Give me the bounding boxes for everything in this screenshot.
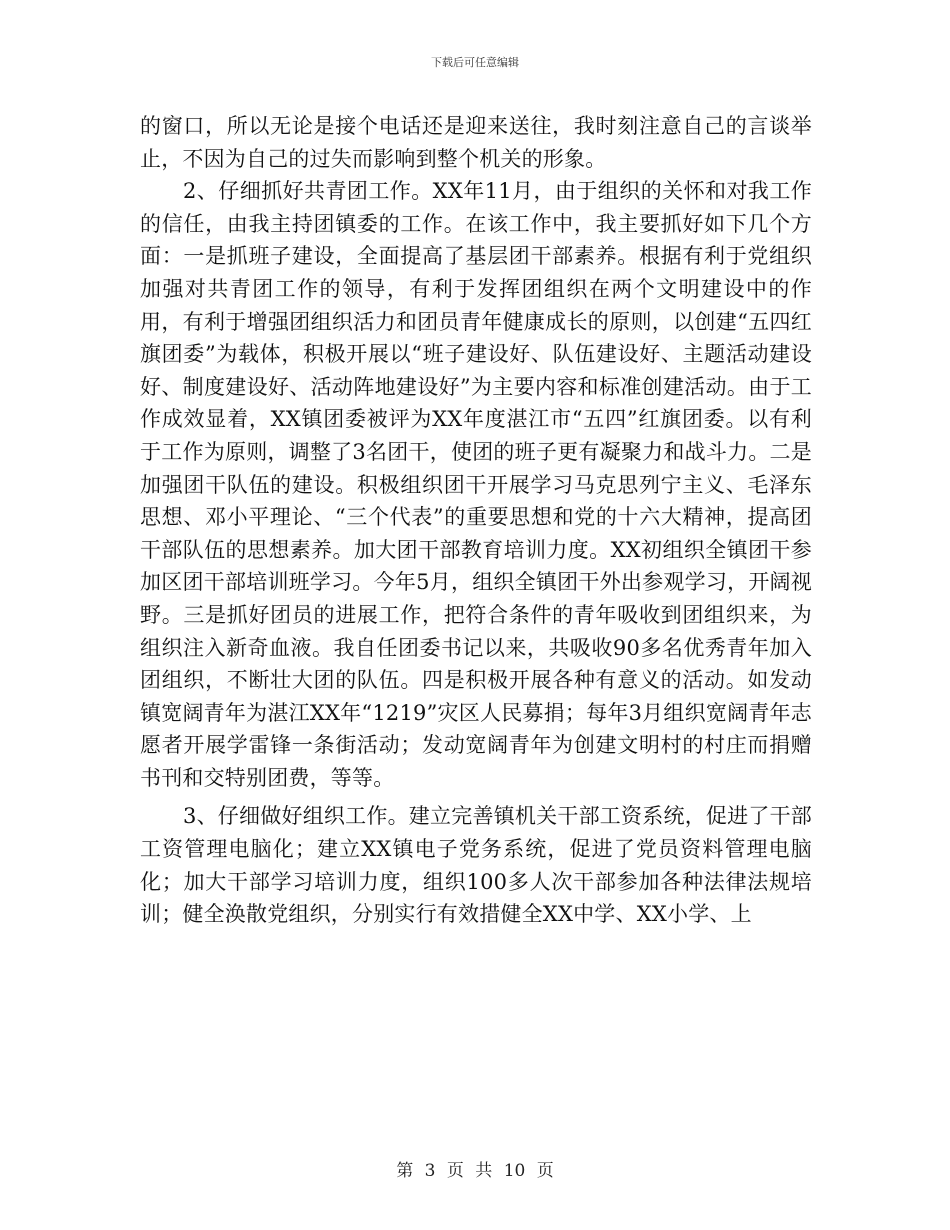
footer-page-number: 3 [424,1161,436,1181]
footer-total-pages: 10 [503,1161,526,1181]
document-body [140,110,812,931]
paragraph-organization-work: 3、仔细做好组织工作。建立完善镇机关干部工资系统，促进了干部工资管理电脑化；建立XX镇电子党务系统，促进了党员资料管理电脑化；加大干部学习培训力度，组织100多人次干部参加各种法律法规培训；健全涣散党组织，分别实行有效措健全XX中学、XX小学、上 [140,804,812,927]
paragraph-continuation: 的窗口，所以无论是接个电话还是迎来送往，我时刻注意自己的言谈举止，不因为自己的过失而影响到整个机关的形象。 [140,114,812,171]
page-header: 下载后可任意编辑 [431,56,519,69]
footer-prefix: 第 [396,1161,414,1181]
footer-page-word: 页 [446,1161,464,1181]
footer-suffix: 页 [536,1161,554,1181]
footer-total-word: 共 [475,1161,493,1181]
paragraph-youth-league-work: 2、仔细抓好共青团工作。XX年11月，由于组织的关怀和对我工作的信任，由我主持团镇委的工作。在该工作中，我主要抓好如下几个方面：一是抓班子建设，全面提高了基层团干部素养。根据有利于党组织加强对共青团工作的领导，有利于发挥团组织在两个文明建设中的作用，有利于增强团组织活力和团员青年健康成长的原则，以创建“五四红旗团委”为载体，积极开展以“班子建设好、队伍建设好、主题活动建设好、制度建设好、活动阵地建设好”为主要内容和标准创建活动。由于工作成效显着，XX镇团委被评为XX年度湛江市“五四”红旗团委。以有利于工作为原则，调整了3名团干，使团的班子更有凝聚力和战斗力。二是加强团干队伍的建设。积极组织团干开展学习马克思列宁主义、毛泽东思想、邓小平理论、“三个代表”的重要思想和党的十六大精神，提高团干部队伍的思想素养。加大团干部教育培训力度。XX初组织全镇团干参加区团干部培训班学习。今年5月，组织全镇团干外出参观学习，开阔视野。三是抓好团员的进展工作，把符合条件的青年吸收到团组织来，为组织注入新奇血液。我自任团委书记以来，共吸收90多名优秀青年加入团组织，不断壮大团的队伍。四是积极开展各种有意义的活动。如发动镇宽阔青年为湛江XX年“1219”灾区人民募捐；每年3月组织宽阔青年志愿者开展学雷锋一条街活动；发动宽阔青年为创建文明村的村庄而捐赠书刊和交特别团费，等等。 [140,179,812,790]
page-footer [0,1156,950,1181]
